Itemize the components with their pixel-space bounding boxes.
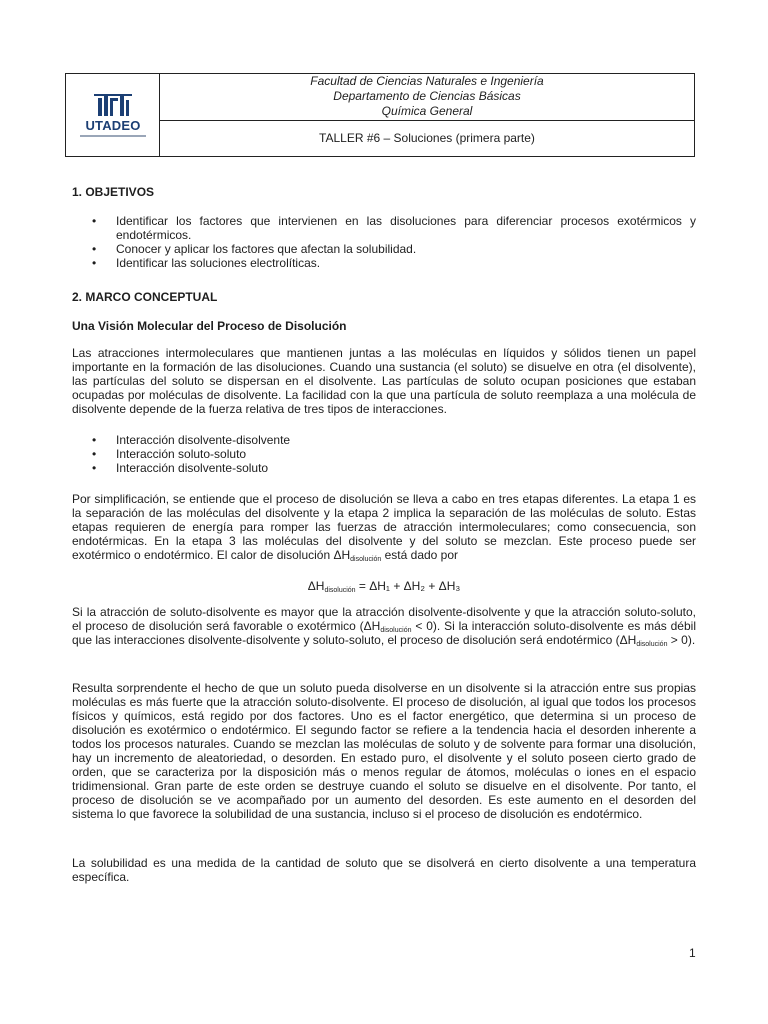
course-name: Química General [381, 104, 473, 118]
utadeo-logo [76, 92, 150, 140]
bullet-icon: • [92, 256, 97, 270]
page-number: 1 [689, 946, 696, 960]
section1-heading: 1. OBJETIVOS [72, 185, 155, 199]
objectives-list [72, 214, 696, 270]
enthalpy-equation: $\Delta H_{disolución} = \Delta H_1 + \Delta H_2 + \Delta H_3$ [307, 579, 461, 594]
bullet-icon: • [92, 242, 97, 256]
logo-subline [80, 135, 146, 137]
paragraph-4: Resulta sorprendente el hecho de que un soluto pueda disolverse en un disolvente si la atracción entre sus propias moléculas es más fuerte que la atracción soluto-disolvente. El proceso de disolución, al igual que todos los procesos físicos y químicos, está regido por dos factores. Uno es el factor energético, que determina si un proceso de disolución es exotérmico o endotérmico. El segundo factor se refiere a la tendencia hacia el desorden inherente a todos los procesos naturales. Cuando se mezclan las moléculas de soluto y de solvente para formar una disolución, hay un incremento de aleatoriedad, o desorden. En estado puro, el disolvente y el soluto poseen cierto grado de orden, que se caracteriza por la disposición más o menos regular de átomos, moléculas o iones en el espacio tridimensional. Gran parte de este orden se destruye cuando el soluto se disuelve en el disolvente. Por tanto, el proceso de disolución se ve acompañado por un aumento del desorden. Es este aumento en el desorden del sistema lo que favorece la solubilidad de una sustancia, incluso si el proceso de disolución es endotérmico. [72, 681, 696, 821]
list-item: • Identificar las soluciones electrolíticas. [92, 256, 321, 270]
list-item: • Interacción soluto-soluto [92, 447, 247, 461]
bullet-icon: • [92, 433, 97, 447]
section2-subtitle: Una Visión Molecular del Proceso de Disolución [72, 319, 347, 333]
header-titles [160, 74, 694, 121]
interactions-list [72, 433, 696, 475]
workshop-title: TALLER #6 – Soluciones (primera parte) [319, 131, 535, 145]
list-item: • Conocer y aplicar los factores que afectan la solubilidad. [92, 242, 417, 256]
logo-text: UTADEO [85, 118, 141, 133]
bullet-icon: • [92, 214, 97, 228]
logo-mark-icon [76, 92, 150, 120]
paragraph-2: Por simplificación, se entiende que el proceso de disolución se lleva a cabo en tres etapas diferentes. La etapa 1 es la separación de las moléculas del disolvente y la etapa 2 implica la separación de las moléculas de soluto. Estas etapas requieren de energía para romper las fuerzas de atracción intermoleculares; como consecuencia, son endotérmicas. En la etapa 3 las moléculas del disolvente y del soluto se mezclan. Este proceso puede ser exotérmico o endotérmico. El calor de disolución $\Delta H_{disolución}$ está dado por [72, 492, 696, 563]
list-item: • Interacción disolvente-soluto [92, 461, 269, 475]
header-table [65, 73, 695, 157]
list-item: • Interacción disolvente-disolvente [92, 433, 291, 447]
bullet-icon: • [92, 447, 97, 461]
faculty-name: Facultad de Ciencias Naturales e Ingeniería [310, 74, 544, 88]
bullet-icon: • [92, 461, 97, 475]
paragraph-3: Si la atracción de soluto-disolvente es mayor que la atracción disolvente-disolvente y que la atracción soluto-soluto, el proceso de disolución será favorable o exotérmico $(\Delta H_{disolución} < 0)$. Si la interacción soluto-disolvente es más débil que las interacciones disolvente-disolvente y soluto-soluto, el proceso de disolución será endotérmico $(\Delta H_{disolución} > 0)$. [72, 605, 696, 648]
section2-heading: 2. MARCO CONCEPTUAL [72, 290, 218, 304]
paragraph-5: La solubilidad es una medida de la cantidad de soluto que se disolverá en cierto disolvente a una temperatura específica. [72, 856, 696, 884]
paragraph-1: Las atracciones intermoleculares que mantienen juntas a las moléculas en líquidos y sólidos tienen un papel importante en la formación de las disoluciones. Cuando una sustancia (el soluto) se disuelve en otra (el disolvente), las partículas del soluto se dispersan en el disolvente. Las partículas de soluto ocupan posiciones que estaban ocupadas por moléculas de disolvente. La facilidad con la que una partícula de soluto reemplaza a una molécula de disolvente depende de la fuerza relativa de tres tipos de interacciones. [72, 346, 696, 416]
list-item: • Identificar los factores que intervienen en las disoluciones para diferenciar procesos exotérmicos y endotérmicos. [92, 214, 696, 242]
department-name: Departamento de Ciencias Básicas [333, 89, 521, 103]
logo-cell [66, 74, 160, 156]
